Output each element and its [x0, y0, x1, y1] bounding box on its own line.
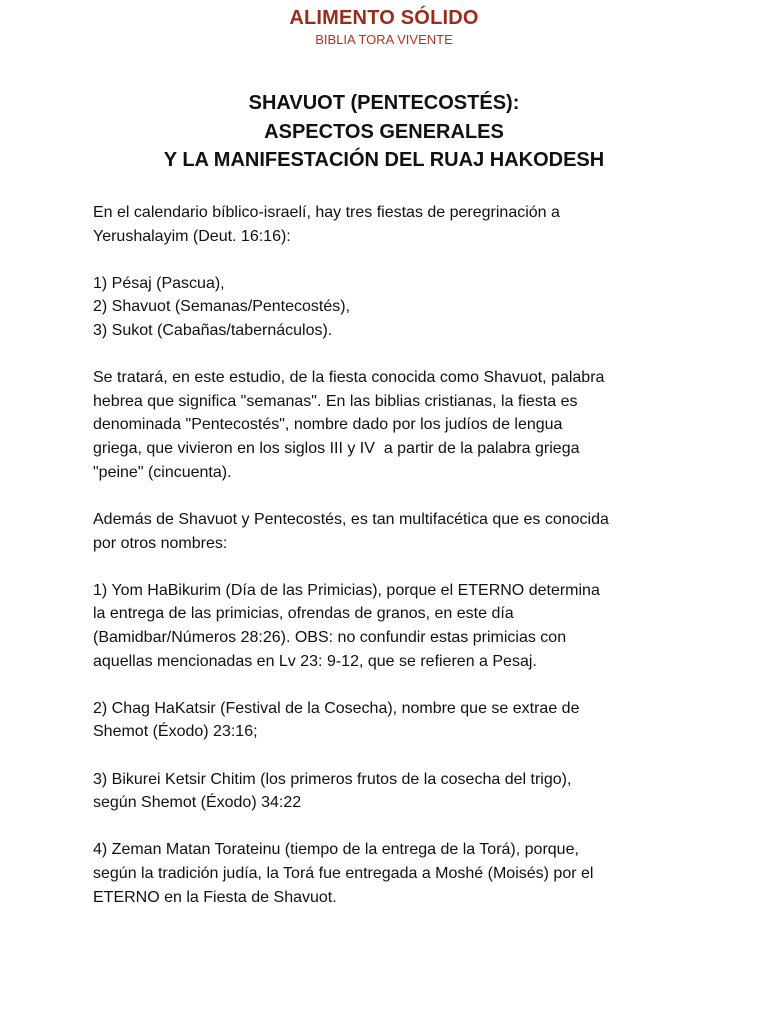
text-line: 3) Sukot (Cabañas/tabernáculos).: [93, 322, 333, 340]
header-subtitle: BIBLIA TORA VIVENTE: [315, 32, 453, 47]
text-line: según Shemot (Éxodo) 34:22: [93, 794, 302, 812]
text-line: Se tratará, en este estudio, de la fiesta conocida como Shavuot, palabra: [93, 369, 605, 387]
paragraph: [93, 201, 733, 248]
text-line: según la tradición judía, la Torá fue entregada a Moshé (Moisés) por el: [93, 865, 594, 883]
title-line: Y LA MANIFESTACIÓN DEL RUAJ HAKODESH: [163, 149, 605, 171]
paragraph: [93, 579, 733, 673]
document-header: [0, 6, 768, 48]
text-line: Shemot (Éxodo) 23:16;: [93, 723, 258, 741]
text-line: la entrega de las primicias, ofrendas de granos, en este día: [93, 605, 514, 623]
text-line: 4) Zeman Matan Torateinu (tiempo de la entrega de la Torá), porque,: [93, 841, 579, 859]
text-line: 2) Chag HaKatsir (Festival de la Cosecha), nombre que se extrae de: [93, 699, 580, 717]
text-line: 3) Bikurei Ketsir Chitim (los primeros frutos de la cosecha del trigo),: [93, 770, 572, 788]
text-line: Yerushalayim (Deut. 16:16):: [93, 227, 291, 245]
document-body: [93, 201, 733, 933]
text-line: En el calendario bíblico-israelí, hay tres fiestas de peregrinación a: [93, 204, 560, 221]
title-line: ASPECTOS GENERALES: [264, 120, 504, 143]
text-line: ETERNO en la Fiesta de Shavuot.: [93, 888, 337, 906]
text-line: 2) Shavuot (Semanas/Pentecostés),: [93, 298, 351, 316]
text-line: Además de Shavuot y Pentecostés, es tan multifacética que es conocida: [93, 510, 609, 528]
paragraph: [93, 508, 733, 555]
paragraph: [93, 768, 733, 815]
text-line: aquellas mencionadas en Lv 23: 9-12, que se refieren a Pesaj.: [93, 652, 537, 670]
paragraph: [93, 272, 733, 343]
text-line: (Bamidbar/Números 28:26). OBS: no confundir estas primicias con: [93, 628, 567, 646]
header-title: ALIMENTO SÓLIDO: [289, 7, 479, 29]
paragraph: [93, 366, 733, 484]
text-line: "peine" (cincuenta).: [93, 463, 232, 481]
text-line: griega, que vivieron en los siglos III y IV a partir de la palabra griega: [93, 440, 580, 458]
text-line: hebrea que significa "semanas". En las biblias cristianas, la fiesta es: [93, 392, 578, 410]
document-title: [0, 89, 768, 175]
text-line: 1) Yom HaBikurim (Día de las Primicias), porque el ETERNO determina: [93, 581, 600, 599]
title-line: SHAVUOT (PENTECOSTÉS):: [248, 92, 520, 114]
text-line: 1) Pésaj (Pascua),: [93, 274, 225, 292]
text-line: por otros nombres:: [93, 534, 228, 552]
paragraph: [93, 697, 733, 744]
text-line: denominada "Pentecostés", nombre dado por los judíos de lengua: [93, 416, 563, 434]
paragraph: [93, 838, 733, 909]
